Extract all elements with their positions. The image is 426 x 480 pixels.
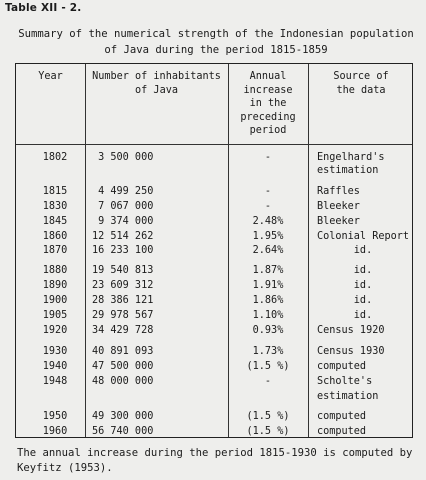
source-cell: id. [317, 265, 373, 276]
table-row [16, 426, 412, 438]
header-divider [16, 144, 412, 145]
table-row [16, 346, 412, 358]
year-cell: 1890 [42, 280, 68, 291]
source-cell: Colonial Report [317, 231, 410, 242]
annual-increase-cell: 1.91% [252, 280, 284, 291]
year-cell: 1950 [42, 411, 68, 422]
annual-increase-cell: - [264, 201, 272, 212]
table-row [16, 295, 412, 307]
source-cell: id. [317, 280, 373, 291]
year-cell: 1900 [42, 295, 68, 306]
table-row [16, 310, 412, 322]
source-cell: id. [317, 245, 373, 256]
population-cell: 29 978 567 [92, 310, 154, 321]
source-cell: Bleeker [317, 201, 360, 212]
year-cell: 1870 [42, 245, 68, 256]
year-cell: 1948 [42, 376, 68, 387]
year-cell: 1802 [42, 152, 68, 163]
table-row [16, 216, 412, 228]
source-cell: Scholte's [317, 376, 373, 387]
source-cell: computed [317, 411, 367, 422]
population-cell: 56 740 000 [92, 426, 154, 437]
annual-increase-cell: 1.95% [252, 231, 284, 242]
header-inhabitants: Number of inhabitants of Java [92, 71, 221, 96]
table-row [16, 165, 412, 177]
table-row [16, 265, 412, 277]
header-annual-increase: Annual increase in the preceding period [240, 71, 296, 136]
year-cell: 1830 [42, 201, 68, 212]
source-cell: Bleeker [317, 216, 360, 227]
year-cell: 1930 [42, 346, 68, 357]
source-cell: computed [317, 361, 367, 372]
table-row [16, 152, 412, 164]
source-cell: id. [317, 310, 373, 321]
table-row [16, 325, 412, 337]
source-cell: estimation [317, 391, 379, 402]
population-cell: 34 429 728 [92, 325, 154, 336]
year-cell: 1880 [42, 265, 68, 276]
table-row [16, 391, 412, 403]
source-cell: estimation [317, 165, 379, 176]
annual-increase-cell: 2.48% [252, 216, 284, 227]
population-cell: 4 499 250 [92, 186, 154, 197]
year-cell: 1960 [42, 426, 68, 437]
population-cell: 12 514 262 [92, 231, 154, 242]
population-cell: 49 300 000 [92, 411, 154, 422]
annual-increase-cell: 1.86% [252, 295, 284, 306]
table-row [16, 231, 412, 243]
year-cell: 1815 [42, 186, 68, 197]
table-title: Summary of the numerical strength of the Indonesian population of Java during the period 1815-1859 [18, 28, 414, 56]
population-cell: 7 067 000 [92, 201, 154, 212]
population-cell: 19 540 813 [92, 265, 154, 276]
header-year: Year [38, 71, 63, 82]
population-cell: 3 500 000 [92, 152, 154, 163]
source-cell: Engelhard's [317, 152, 385, 163]
annual-increase-cell: 0.93% [252, 325, 284, 336]
annual-increase-cell: 1.87% [252, 265, 284, 276]
table-label: Table XII - 2. [5, 2, 82, 14]
annual-increase-cell: (1.5 %) [246, 361, 290, 372]
table-row [16, 411, 412, 423]
year-cell: 1860 [42, 231, 68, 242]
annual-increase-cell: 1.10% [252, 310, 284, 321]
annual-increase-cell: - [264, 152, 272, 163]
year-cell: 1845 [42, 216, 68, 227]
year-cell: 1940 [42, 361, 68, 372]
year-cell: 1905 [42, 310, 68, 321]
table-row [16, 245, 412, 257]
population-table [15, 63, 413, 438]
population-cell: 48 000 000 [92, 376, 154, 387]
population-cell: 9 374 000 [92, 216, 154, 227]
year-cell: 1920 [42, 325, 68, 336]
footnote: The annual increase during the period 1815-1930 is computed by Keyfitz (1953). [17, 447, 413, 474]
table-row [16, 361, 412, 373]
table-row [16, 376, 412, 388]
source-cell: Census 1930 [317, 346, 385, 357]
population-cell: 23 609 312 [92, 280, 154, 291]
annual-increase-cell: - [264, 376, 272, 387]
table-row [16, 201, 412, 213]
population-cell: 16 233 100 [92, 245, 154, 256]
source-cell: id. [317, 295, 373, 306]
annual-increase-cell: 1.73% [252, 346, 284, 357]
source-cell: Raffles [317, 186, 360, 197]
population-cell: 40 891 093 [92, 346, 154, 357]
source-cell: Census 1920 [317, 325, 385, 336]
annual-increase-cell: 2.64% [252, 245, 284, 256]
population-cell: 28 386 121 [92, 295, 154, 306]
annual-increase-cell: (1.5 %) [246, 426, 290, 437]
source-cell: computed [317, 426, 367, 437]
header-source: Source of the data [333, 71, 389, 96]
table-row [16, 280, 412, 292]
table-row [16, 186, 412, 198]
annual-increase-cell: - [264, 186, 272, 197]
annual-increase-cell: (1.5 %) [246, 411, 290, 422]
population-cell: 47 500 000 [92, 361, 154, 372]
